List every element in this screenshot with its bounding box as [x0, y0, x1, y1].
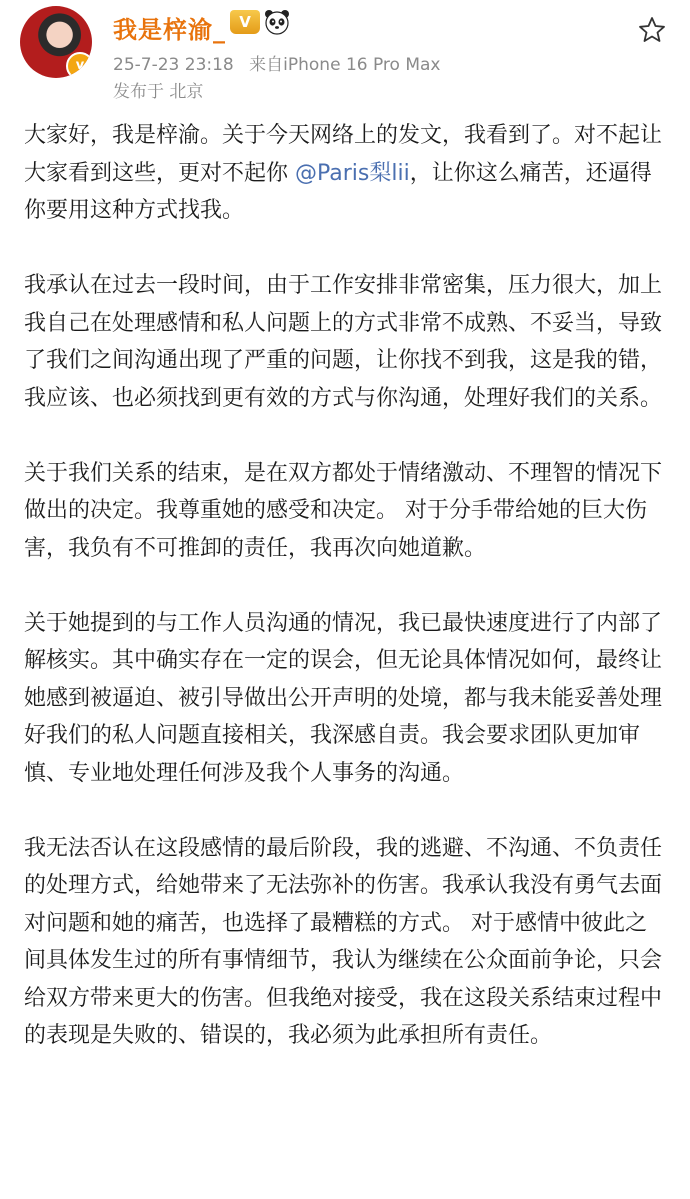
- star-outline-icon[interactable]: [638, 16, 666, 44]
- avatar[interactable]: [20, 6, 92, 78]
- verified-badge-icon: v: [66, 52, 92, 78]
- post-meta: [113, 50, 451, 75]
- paragraph: [24, 117, 668, 230]
- username[interactable]: 我是梓渝_: [113, 16, 226, 44]
- post-body: [24, 117, 668, 1092]
- paragraph: 关于她提到的与工作人员沟通的情况，我已最快速度进行了内部了解核实。其中确实存在一定的误会，但无论具体情况如何，最终让她感到被逼迫、被引导做出公开声明的处境，都与我未能妥善处理好我们的私人问题直接相关，我深感自责。我会要求团队更加审慎、专业地处理任何涉及我个人事务的沟通。: [24, 610, 663, 786]
- paragraph-text: ，让你这么痛苦，还逼得你要用这种方式找我。: [24, 160, 652, 223]
- post-header: [0, 0, 690, 110]
- mention-link[interactable]: @Paris梨lii: [295, 160, 410, 186]
- paragraph: 关于我们关系的结束，是在双方都处于情绪激动、不理智的情况下做出的决定。我尊重她的感受和决定。 对于分手带给她的巨大伤害，我负有不可推卸的责任，我再次向她道歉。: [24, 460, 663, 561]
- timestamp: 25-7-23 23:18: [113, 55, 234, 75]
- paragraph: 我无法否认在这段感情的最后阶段，我的逃避、不沟通、不负责任的处理方式，给她带来了无法弥补的伤害。我承认我没有勇气去面对问题和她的痛苦，也选择了最糟糕的方式。 对于感情中彼此之间具体发生过的所有事情细节，我认为继续在公众面前争论，只会给双方带来更大的伤害。但我绝对接受，我在这段关系结束过程中的表现是失败的、错误的，我必须为此承担所有责任。: [24, 835, 663, 1048]
- post-location: 发布于 北京: [113, 82, 204, 102]
- paragraph: 我承认在过去一段时间，由于工作安排非常密集，压力很大，加上我自己在处理感情和私人问题上的方式非常不成熟、不妥当，导致了我们之间沟通出现了严重的问题，让你找不到我，这是我的错，我应该、也必须找到更有效的方式与你沟通，处理好我们的关系。: [24, 273, 663, 411]
- paragraph-text: 大家好，我是梓渝。关于今天网络上的发文，我看到了。对不起让大家看到这些，更对不起你: [24, 123, 663, 186]
- post-source: 来自iPhone 16 Pro Max: [249, 55, 441, 75]
- panda-emoji-icon: [264, 9, 290, 35]
- crown-badge-icon[interactable]: V: [230, 10, 260, 34]
